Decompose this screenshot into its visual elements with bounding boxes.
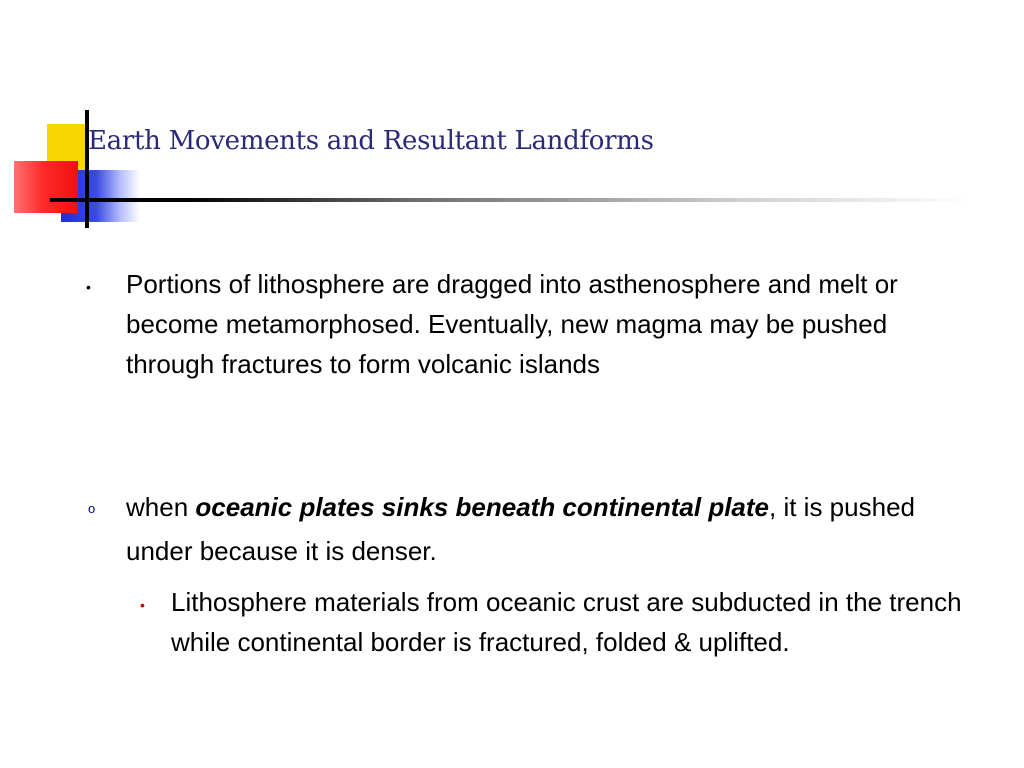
red-square-decoration [14,161,78,213]
decorative-logo [0,0,200,240]
bullet-marker: • [86,279,91,295]
bullet-text-emphasis [126,485,926,573]
bullet-emphasis: oceanic plates sinks beneath continental plate [195,492,770,522]
title-underline-rule [50,198,970,202]
bullet-marker-nested: • [140,597,145,613]
bullet-text: Portions of lithosphere are dragged into asthenosphere and melt or become metamorphosed. Eventually, new magma may be pushed through fractures to form volcanic islands [126,269,898,379]
bullet-suffix: , it is pushed under because it is denser. [126,492,915,566]
bullet-marker-sub: o [88,501,96,516]
slide-title: Earth Movements and Resultant Landforms [88,126,654,156]
bullet-prefix: when [126,492,196,522]
nested-bullet-text: Lithosphere materials from oceanic crust are subducted in the trench while continental border is fractured, folded & uplifted. [171,587,962,657]
